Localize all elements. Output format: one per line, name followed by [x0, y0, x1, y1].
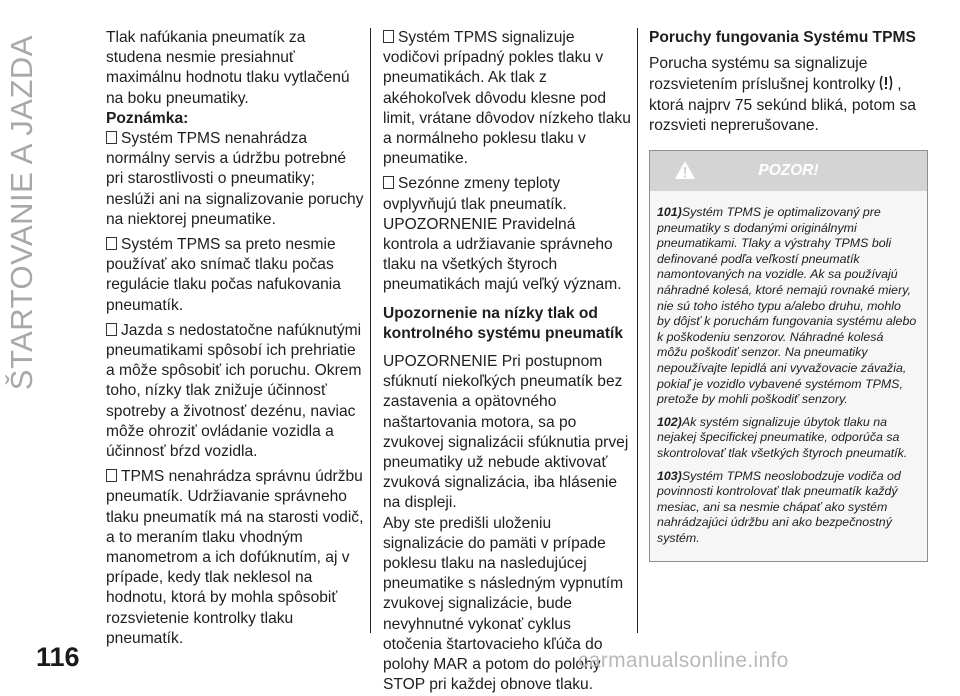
- note-number: 103): [657, 468, 682, 483]
- paragraph-text: , ktorá najprv 75 sekúnd bliká, potom sa rozsvieti neprerušovane.: [649, 76, 916, 134]
- paragraph: UPOZORNENIE Pri postupnom sfúknutí niekoľkých pneumatík bez zastavenia a opätovného naštartovania motora, sa po zvukovej signalizácii sfúknutia prvej pneumatiky už nebude aktivovať zvuková signalizácia, iba hlásenie na displeji.: [383, 353, 629, 512]
- section-heading: Poruchy fungovania Systému TPMS: [649, 29, 916, 46]
- paragraph-text: Porucha systému sa signalizuje rozsvietením príslušnej kontrolky: [649, 55, 876, 94]
- caution-box: [649, 150, 928, 562]
- caution-body: [650, 191, 927, 546]
- list-item: Systém TPMS nenahrádza normálny servis a údržbu potrebné pri starostlivosti o pneumatiky; neslúži ani na signalizovanie poruchy na niektorej pneumatike.: [106, 129, 364, 230]
- column-1: [106, 28, 364, 654]
- section-side-title: ŠTARTOVANIE A JAZDA: [4, 35, 39, 391]
- note-text: Ak systém signalizuje úbytok tlaku na nejakej špecifickej pneumatike, odporúča sa skontrolovať tlak všetkých štyroch pneumatík.: [657, 414, 908, 460]
- note-number: 102): [657, 414, 682, 429]
- caution-title: POZOR!: [758, 162, 819, 179]
- list-item: TPMS nenahrádza správnu údržbu pneumatík. Udržiavanie správneho tlaku pneumatík má na starosti vodič, a to meraním tlaku vhodným manometrom a ich dofúknutím, aj v prípade, kedy tlak neklesol na hodnotu, ktorá by mohla spôsobiť rozsvietenie kontrolky tlaku pneumatík.: [106, 467, 364, 649]
- section-heading: Upozornenie na nízky tlak od kontrolného systému pneumatík: [383, 304, 624, 342]
- note-text: Systém TPMS neoslobodzuje vodiča od povinnosti kontrolovať tlak pneumatík každý mesiac, ani sa nesmie chápať ako systém nahrádzajúci údržbu ani ako bezpečnostný systém.: [657, 468, 901, 545]
- column-3: [649, 28, 934, 141]
- paragraph: [649, 54, 934, 136]
- list-item: Systém TPMS signalizuje vodičovi prípadný pokles tlaku v pneumatikách. Ak tlak z akéhokoľvek dôvodu klesne pod limit, vrátane dôvodov nízkeho tlaku a normálneho poklesu tlaku v pneumatike.: [383, 28, 631, 169]
- caution-header: [650, 151, 927, 191]
- list-item: Sezónne zmeny teploty ovplyvňujú tlak pneumatík.: [383, 174, 631, 214]
- column-divider: [637, 28, 638, 633]
- paragraph: Aby ste predišli uloženiu signalizácie do pamäti v prípade poklesu tlaku na nasledujúcej pneumatike s následným vypnutím zvukovej signalizácie, bude nevyhnutné vykonať cyklus otočenia štartovacieho kľúča do polohy MAR a potom do polohy STOP pri každej obnove tlaku.: [383, 514, 624, 694]
- note-number: 101): [657, 205, 682, 219]
- warning-paragraph: UPOZORNENIE Pravidelná kontrola a udržiavanie správneho tlaku na všetkých štyroch pneumatikách majú veľký význam.: [383, 215, 622, 294]
- note-text: Systém TPMS je optimalizovaný pre pneumatiky s dodanými originálnymi pneumatikami. Tlaky a výstrahy TPMS boli definované podľa veľkostí pneumatík namontovaných na vozidle. Ak sa používajú náhradné kolesá, ktoré nemajú rovnaké miery, nie sú toho istého typu a/alebo druhu, mohlo by dôjsť k poruchám fungovania systému alebo k poškodeniu senzorov. Náhradné kolesá môžu poškodiť senzor. Na pneumatiky nepoužívajte lepidlá ani vyvažovacie závažia, pokiaľ je vozidlo vybavené systémom TPMS, pretože by mohli poškodiť senzory.: [657, 205, 917, 407]
- paragraph: Tlak nafúkania pneumatík za studena nesmie presiahnuť maximálnu hodnotu tlaku vytlačenú na boku pneumatiky.: [106, 29, 350, 107]
- page-number: 116: [36, 642, 80, 672]
- column-divider: [370, 28, 371, 633]
- tire-pressure-warning-icon: [879, 74, 893, 92]
- list-item: Systém TPMS sa preto nesmie používať ako snímač tlaku počas regulácie tlaku počas nafukovania pneumatík.: [106, 235, 364, 316]
- caution-note: [657, 205, 917, 408]
- watermark: carmanualsonline.info: [578, 649, 789, 672]
- note-heading: Poznámka:: [106, 109, 189, 127]
- caution-note: [657, 469, 917, 547]
- column-2: [383, 28, 631, 696]
- list-item: Jazda s nedostatočne nafúknutými pneumatikami spôsobí ich prehriatie a môže spôsobiť ich poruchu. Okrem toho, nízky tlak znižuje účinnosť spotreby a životnosť dezénu, naviac môže ohroziť ovládanie vozidla a účinnosť bŕzd vozidla.: [106, 321, 364, 462]
- caution-note: [657, 415, 917, 462]
